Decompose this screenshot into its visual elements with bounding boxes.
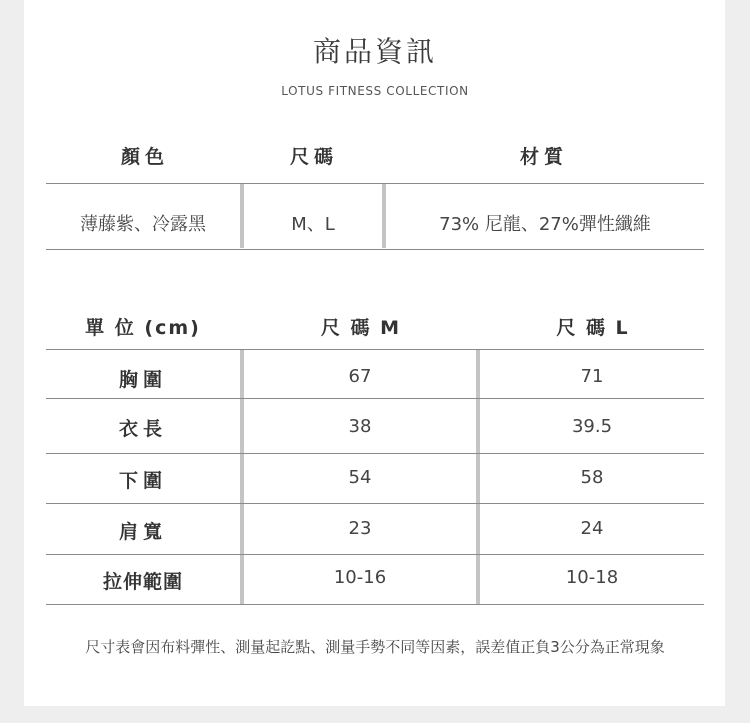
row-label: 拉伸範圍: [102, 571, 183, 593]
info-table-top-rule: [46, 183, 704, 184]
size-l-value: 10-18: [565, 567, 619, 588]
row-label: 肩寬: [118, 521, 167, 543]
row-rule: [46, 398, 704, 399]
size-header: 尺碼: [289, 146, 338, 168]
unit-header: 單 位 (cm): [85, 317, 201, 339]
size-l-value: 58: [580, 467, 604, 488]
row-rule: [46, 554, 704, 555]
material-value: 73% 尼龍、27%彈性纖維: [439, 214, 651, 235]
info-table-bottom-rule: [46, 249, 704, 250]
row-label: 胸圍: [118, 369, 167, 391]
size-table-bottom-rule: [46, 604, 704, 605]
row-rule: [46, 453, 704, 454]
row-label: 下圍: [118, 470, 167, 492]
size-l-header: 尺 碼 L: [556, 317, 630, 339]
page-title: 商品資訊: [312, 35, 437, 68]
content-card: [24, 0, 725, 706]
size-l-value: 39.5: [571, 416, 613, 437]
size-m-value: 38: [348, 416, 372, 437]
material-header: 材質: [519, 146, 568, 168]
size-table-top-rule: [46, 349, 704, 350]
size-m-value: 67: [348, 366, 372, 387]
size-m-value: 54: [348, 467, 372, 488]
page-subtitle: LOTUS FITNESS COLLECTION: [281, 84, 469, 98]
size-m-value: 23: [348, 518, 372, 539]
size-m-header: 尺 碼 M: [320, 317, 402, 339]
row-rule: [46, 503, 704, 504]
size-l-value: 71: [580, 366, 604, 387]
size-value: M、L: [291, 214, 335, 235]
row-label: 衣長: [118, 418, 167, 440]
color-header: 顏色: [120, 146, 169, 168]
measurement-note: 尺寸表會因布料彈性、測量起訖點、測量手勢不同等因素，誤差值正負3公分為正常現象: [85, 638, 665, 656]
size-l-value: 24: [580, 518, 604, 539]
color-value: 薄藤紫、冷露黑: [80, 214, 206, 235]
size-m-value: 10-16: [333, 567, 387, 588]
